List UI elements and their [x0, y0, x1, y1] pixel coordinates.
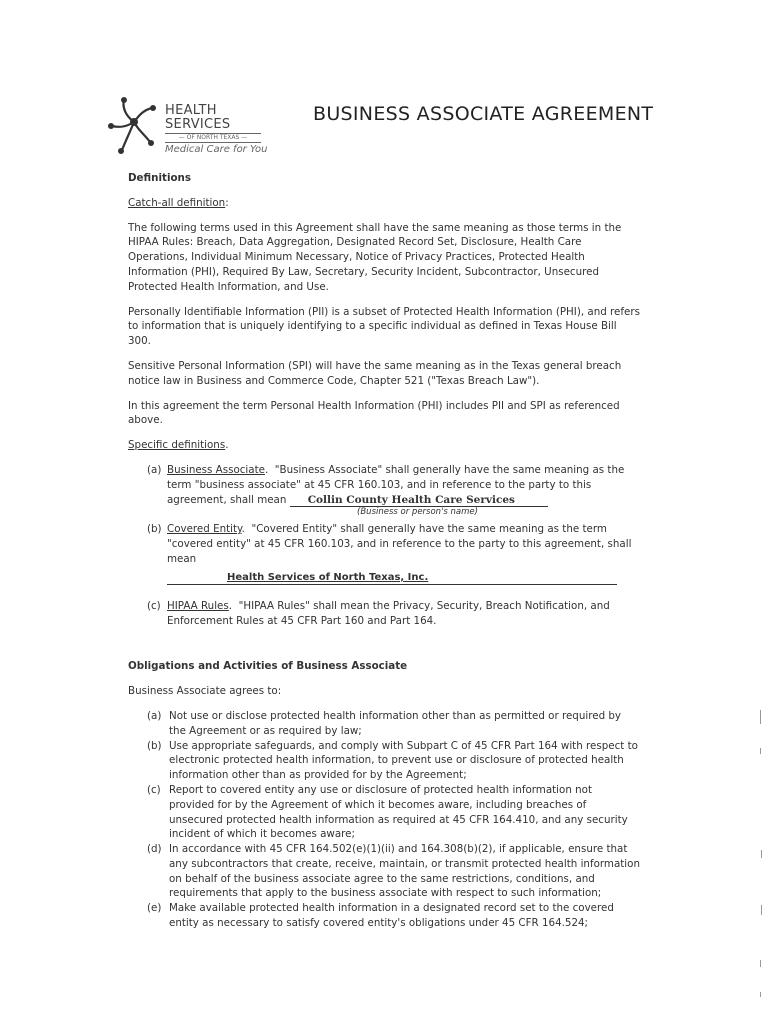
document-body — [128, 171, 640, 931]
phi-paragraph: In this agreement the term Personal Health Information (PHI) includes PII and SPI as referenced above. — [128, 399, 620, 427]
term-covered-entity: Covered Entity — [167, 523, 242, 536]
obligation-item-e — [147, 901, 640, 931]
definition-text: "HIPAA Rules" shall mean the Privacy, Security, Breach Notification, and Enforcement Rules at 45 CFR Part 160 and Part 164. — [167, 599, 610, 627]
obligation-item-d — [147, 842, 640, 901]
obligation-text: Not use or disclose protected health information other than as permitted or required by the Agreement or as required by law; — [169, 709, 622, 737]
definition-item-a: (a) Business Associate. "Business Associate" shall generally have the same meaning as the term "business associate" at 45 CFR 160.103, and in reference to the party to this agreement, shall mean Collin County Health Care Services (Business or person's name) — [147, 463, 640, 518]
obligation-text: Report to covered entity any use or disclosure of protected health information not provided for by the Agreement of which it becomes aware, including breaches of unsecured protected health information as required at 45 CFR 164.410, and any security incident of which it becomes aware; — [169, 783, 628, 841]
catch-all-paragraph: The following terms used in this Agreement shall have the same meaning as those terms in the HIPAA Rules: Breach, Data Aggregation, Designated Record Set, Disclosure, Health Care Operations, Individual Minimum Necessary, Notice of Privacy Practices, Protected Health Information (PHI), Required By Law, Secretary, Security Incident, Subcontractor, Unsecured Protected Health Information, and Use. — [128, 221, 622, 293]
obligations-intro: Business Associate agrees to: — [128, 685, 282, 698]
obligation-text: Use appropriate safeguards, and comply with Subpart C of 45 CFR Part 164 with respect to electronic protected health information, to prevent use or disclosure of protected health information other than as provided for by the Agreement; — [169, 739, 638, 782]
org-subtitle: — OF NORTH TEXAS — — [165, 133, 261, 143]
covered-entity-name: Health Services of North Texas, Inc. — [227, 571, 429, 583]
definition-item-b: (b) Covered Entity. "Covered Entity" shall generally have the same meaning as the term "covered entity" at 45 CFR 160.103, and in reference to the party to this agreement, shall mean Health Services of North Texas, Inc. — [147, 523, 632, 583]
item-label: (b) — [147, 523, 162, 536]
scan-speck — [760, 748, 761, 754]
term-business-associate: Business Associate — [167, 463, 265, 476]
scan-speck — [760, 992, 761, 997]
health-services-logo-icon — [104, 96, 164, 154]
obligation-item-a — [147, 709, 640, 739]
pii-paragraph: Personally Identifiable Information (PII) is a subset of Protected Health Information (PHI), and refers to information that is uniquely identifying to a specific individual as defined in Texas House Bill 300. — [128, 305, 640, 348]
item-label: (a) — [147, 709, 162, 722]
obligation-item-b — [147, 739, 640, 783]
org-tagline: Medical Care for You — [165, 144, 268, 155]
scan-speck — [761, 850, 762, 858]
fill-caption: (Business or person's name) — [357, 507, 478, 518]
specific-heading: Specific definitions. — [128, 439, 229, 452]
catch-all-heading: Catch-all definition: — [128, 196, 229, 209]
obligation-item-c — [147, 783, 640, 842]
specific-label: Specific definitions — [128, 439, 226, 452]
org-name: HEALTH SERVICES — [165, 103, 231, 132]
item-label: (a) — [147, 463, 162, 476]
item-label: (c) — [147, 599, 161, 612]
fill-line-covered-entity — [167, 571, 617, 585]
term-hipaa-rules: HIPAA Rules — [167, 599, 229, 612]
item-label: (c) — [147, 783, 161, 796]
catch-all-label: Catch-all definition — [128, 196, 226, 209]
obligation-text: Make available protected health information in a designated record set to the covered entity as necessary to satisfy covered entity's obligations under 45 CFR 164.524; — [169, 902, 614, 930]
scan-speck — [761, 905, 762, 915]
definition-text: "Business Associate" shall generally have the same meaning as the term "business associate" at 45 CFR 160.103, and in reference to the party to this agreement, shall mean — [167, 463, 625, 506]
item-label: (e) — [147, 902, 162, 915]
definitions-heading: Definitions — [128, 172, 192, 184]
document-title: BUSINESS ASSOCIATE AGREEMENT — [313, 103, 654, 125]
business-associate-name: Collin County Health Care Services — [307, 493, 515, 506]
org-logo-text — [165, 104, 285, 156]
fill-line-business-associate — [290, 494, 548, 507]
item-label: (b) — [147, 739, 162, 752]
spi-paragraph: Sensitive Personal Information (SPI) will have the same meaning as in the Texas general breach notice law in Business and Commerce Code, Chapter 521 ("Texas Breach Law"). — [128, 359, 622, 387]
scan-speck — [760, 710, 761, 724]
scan-speck — [760, 960, 761, 967]
obligation-text: In accordance with 45 CFR 164.502(e)(1)(ii) and 164.308(b)(2), if applicable, ensure that any subcontractors that create, receive, maintain, or transmit protected health information on behalf of the business associate agree to the same restrictions, conditions, and requirements that apply to the business associate with respect to such information; — [169, 843, 640, 900]
definition-item-c: (c) HIPAA Rules. "HIPAA Rules" shall mean the Privacy, Security, Breach Notification, and Enforcement Rules at 45 CFR Part 160 and Part 164. — [147, 599, 610, 627]
obligations-heading: Obligations and Activities of Business Associate — [128, 660, 408, 673]
definition-text: "Covered Entity" shall generally have the same meaning as the term "covered entity" at 45 CFR 160.103, and in reference to the party to this agreement, shall mean — [167, 523, 632, 565]
item-label: (d) — [147, 843, 162, 856]
